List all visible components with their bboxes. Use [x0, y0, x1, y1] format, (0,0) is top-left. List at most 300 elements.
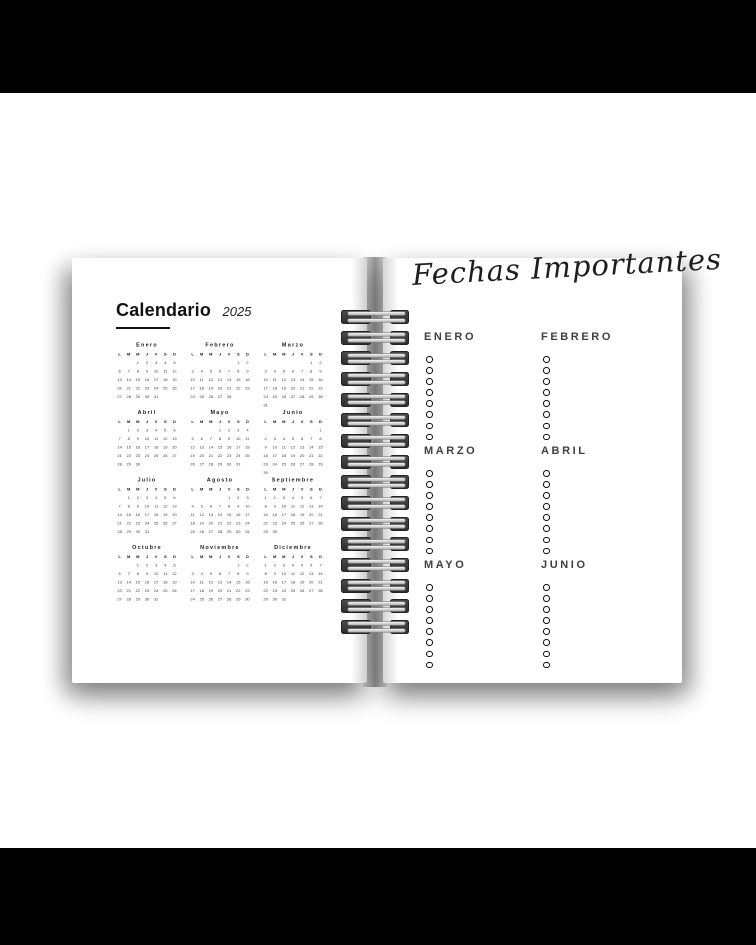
bullet-dot-icon [426, 434, 433, 441]
day-number: 8 [319, 436, 322, 441]
day-number: 26 [299, 588, 305, 593]
day-number [115, 359, 124, 368]
day-number: 26 [281, 394, 287, 399]
day-number: 22 [318, 453, 323, 458]
day-number: 8 [136, 369, 139, 374]
weekday-header: S [163, 554, 167, 559]
day-number [215, 494, 224, 503]
day-number: 24 [281, 588, 287, 593]
day-number: 31 [281, 597, 287, 602]
ring-wire-top [348, 581, 405, 584]
weekday-header: S [309, 419, 313, 424]
day-number: 22 [236, 386, 241, 391]
bullet-dot-icon [543, 525, 550, 532]
day-number [188, 494, 197, 503]
day-number [197, 426, 206, 435]
day-number [270, 359, 279, 368]
weekday-header: D [172, 352, 176, 357]
ring-wire-bottom [348, 587, 405, 590]
ring-wire-bottom [348, 422, 405, 425]
day-number [215, 359, 224, 368]
day-number: 24 [190, 597, 195, 602]
day-number: 3 [246, 495, 249, 500]
day-number: 11 [281, 445, 286, 450]
month-name: Junio [282, 409, 304, 416]
day-number: 16 [272, 512, 277, 517]
mini-calendar-febrero [188, 342, 252, 410]
weekday-header: M [136, 487, 140, 492]
day-number: 15 [126, 445, 131, 450]
day-number: 19 [290, 453, 296, 458]
day-number: 19 [199, 521, 204, 526]
month-day-grid [115, 485, 179, 536]
bullet-dot-icon [543, 651, 550, 658]
day-number: 30 [135, 529, 141, 534]
day-number [161, 595, 170, 604]
ring-wire-top [348, 519, 405, 522]
day-number [288, 469, 297, 478]
day-number: 27 [117, 394, 122, 399]
day-number: 1 [218, 428, 222, 433]
bullet-dot-icon [426, 595, 433, 602]
weekday-header: D [172, 419, 176, 424]
day-number: 5 [173, 563, 176, 568]
day-number: 25 [290, 588, 296, 593]
day-number: 20 [290, 386, 296, 391]
day-number: 8 [127, 436, 130, 441]
day-number: 9 [246, 571, 249, 576]
weekday-header: D [172, 554, 176, 559]
day-number: 31 [245, 529, 250, 534]
mini-calendar-julio [115, 477, 179, 545]
day-number [124, 561, 133, 570]
weekday-header: S [236, 352, 240, 357]
bullet-dot-icon [543, 628, 550, 635]
day-number: 17 [190, 588, 195, 593]
day-number: 6 [218, 369, 222, 374]
mini-calendar-octubre [115, 545, 179, 613]
day-number: 12 [299, 504, 305, 509]
day-number: 12 [208, 377, 214, 382]
day-number: 28 [126, 597, 131, 602]
day-number: 5 [200, 504, 203, 509]
day-number [161, 393, 170, 402]
day-number: 31 [153, 597, 159, 602]
day-number: 8 [127, 504, 130, 509]
day-number: 26 [190, 462, 195, 467]
bullet-dot-icon [543, 470, 550, 477]
bullet-dot-icon [426, 662, 433, 669]
day-number: 7 [319, 563, 322, 568]
weekday-header: M [127, 487, 131, 492]
day-number: 16 [245, 377, 250, 382]
weekday-header: M [282, 554, 286, 559]
day-number: 22 [126, 521, 131, 526]
mini-calendar-septiembre [261, 477, 325, 545]
weekday-header: M [127, 419, 131, 424]
day-number: 2 [145, 563, 149, 568]
important-dates-section-marzo [424, 445, 541, 559]
day-number: 24 [281, 521, 287, 526]
day-number: 1 [127, 495, 130, 500]
day-number: 4 [282, 436, 285, 441]
day-number: 18 [281, 453, 287, 458]
important-dates-section-enero [424, 331, 541, 445]
day-number: 24 [236, 453, 241, 458]
day-number: 22 [126, 453, 131, 458]
day-number: 7 [310, 436, 313, 441]
important-dates-title: Fechas Importantes [411, 241, 723, 292]
day-number: 24 [144, 453, 150, 458]
day-number: 7 [127, 369, 130, 374]
day-number [298, 528, 307, 537]
day-number: 15 [263, 580, 268, 585]
day-number: 2 [246, 360, 249, 365]
day-number: 10 [263, 377, 268, 382]
day-number: 12 [172, 571, 177, 576]
weekday-header: S [236, 487, 240, 492]
day-number: 6 [173, 495, 176, 500]
spiral-ring-icon [341, 455, 409, 469]
day-number [279, 469, 288, 478]
bullet-dot-icon [543, 537, 550, 544]
ring-wire-bottom [348, 525, 405, 528]
day-number: 20 [299, 453, 305, 458]
ring-wire-top [348, 540, 405, 543]
month-day-grid [115, 350, 179, 401]
day-number: 6 [310, 563, 313, 568]
weekday-header: D [318, 554, 322, 559]
day-number [279, 359, 288, 368]
day-number: 6 [291, 369, 295, 374]
day-number [152, 528, 161, 537]
day-number [170, 393, 179, 402]
day-number: 22 [217, 453, 223, 458]
day-number: 16 [135, 512, 141, 517]
section-month-label: JUNIO [541, 559, 588, 571]
day-number: 19 [172, 377, 177, 382]
weekday-header: L [191, 419, 194, 424]
day-number: 23 [263, 462, 268, 467]
month-day-grid [188, 485, 252, 536]
day-number: 8 [264, 504, 267, 509]
day-number: 15 [135, 580, 141, 585]
day-number: 17 [144, 512, 150, 517]
weekday-header: M [136, 352, 140, 357]
day-number: 6 [173, 428, 176, 433]
day-number: 28 [117, 462, 122, 467]
day-number: 17 [153, 580, 159, 585]
ring-wire-top [348, 602, 405, 605]
day-number: 15 [126, 512, 131, 517]
weekday-header: J [291, 419, 295, 424]
day-number: 4 [155, 495, 158, 500]
day-number [161, 460, 170, 469]
ring-wire-bottom [348, 339, 405, 342]
day-number: 25 [245, 453, 250, 458]
day-number: 25 [190, 529, 195, 534]
day-number: 20 [117, 386, 122, 391]
day-number [142, 460, 151, 469]
section-month-label: ABRIL [541, 445, 588, 457]
day-number: 26 [172, 588, 177, 593]
day-number: 24 [144, 521, 150, 526]
day-number: 13 [309, 504, 314, 509]
day-number: 30 [135, 462, 141, 467]
weekday-header: V [154, 487, 158, 492]
section-month-label: MAYO [424, 559, 467, 571]
day-number: 24 [263, 394, 268, 399]
day-number: 4 [164, 563, 167, 568]
day-number: 26 [208, 597, 214, 602]
day-number [279, 528, 288, 537]
day-number: 29 [309, 394, 314, 399]
weekday-header: L [118, 487, 121, 492]
day-number: 29 [263, 529, 268, 534]
day-number [270, 426, 279, 435]
day-number: 27 [172, 453, 177, 458]
day-number: 15 [236, 377, 241, 382]
ring-wire-bottom [348, 505, 405, 508]
month-day-grid [261, 553, 325, 604]
day-number: 1 [264, 563, 267, 568]
day-number: 4 [200, 369, 203, 374]
day-number: 29 [263, 597, 268, 602]
day-number: 10 [281, 571, 287, 576]
weekday-header: D [245, 352, 249, 357]
bottom-letterbox-band [0, 848, 756, 945]
weekday-header: S [236, 419, 240, 424]
day-number [243, 393, 252, 402]
day-number: 14 [126, 377, 131, 382]
day-number: 23 [144, 588, 150, 593]
day-number: 29 [217, 462, 223, 467]
day-number: 23 [135, 453, 141, 458]
day-number: 7 [228, 369, 231, 374]
day-number: 12 [199, 512, 204, 517]
bullet-dot-icon [543, 548, 550, 555]
day-number: 27 [217, 597, 223, 602]
day-number: 3 [191, 369, 194, 374]
mini-calendar-diciembre [261, 545, 325, 613]
day-number: 9 [273, 571, 276, 576]
spiral-ring-icon [341, 310, 409, 324]
bullet-dot-icon [426, 378, 433, 385]
day-number [197, 494, 206, 503]
day-number: 25 [272, 394, 277, 399]
bullet-dot-icon [426, 423, 433, 430]
day-number: 7 [228, 571, 231, 576]
day-number: 16 [144, 580, 150, 585]
day-number: 2 [136, 495, 139, 500]
bullet-dot-icon [543, 378, 550, 385]
day-number: 12 [290, 445, 296, 450]
bullet-dot-list [541, 356, 658, 440]
weekday-header: S [163, 487, 167, 492]
day-number: 4 [164, 360, 167, 365]
bullet-dot-icon [426, 548, 433, 555]
spiral-ring-icon [341, 331, 409, 345]
calendar-page [72, 258, 367, 683]
month-name: Julio [137, 477, 157, 483]
day-number: 23 [318, 386, 323, 391]
weekday-header: M [273, 554, 277, 559]
weekday-header: L [264, 419, 267, 424]
calendar-grid [115, 342, 325, 612]
day-number [261, 359, 270, 368]
weekday-header: D [245, 419, 249, 424]
day-number [152, 460, 161, 469]
day-number [298, 401, 307, 410]
bullet-dot-icon [426, 400, 433, 407]
important-dates-grid [424, 331, 658, 673]
day-number: 23 [236, 521, 241, 526]
day-number: 4 [291, 563, 295, 568]
weekday-header: V [227, 487, 231, 492]
weekday-header: M [282, 419, 286, 424]
day-number: 5 [291, 436, 295, 441]
day-number: 11 [154, 436, 159, 441]
day-number: 12 [190, 445, 195, 450]
weekday-header: M [282, 352, 286, 357]
weekday-header: L [264, 487, 267, 492]
month-day-grid [188, 553, 252, 604]
day-number [188, 426, 197, 435]
day-number [288, 401, 297, 410]
month-name: Noviembre [200, 544, 240, 551]
day-number: 3 [145, 495, 149, 500]
day-number: 26 [172, 386, 177, 391]
day-number: 6 [310, 495, 313, 500]
day-number: 15 [309, 377, 314, 382]
day-number: 28 [318, 521, 323, 526]
day-number: 4 [273, 369, 276, 374]
day-number: 6 [209, 504, 212, 509]
day-number: 1 [228, 495, 231, 500]
day-number [316, 595, 325, 604]
weekday-header: V [300, 419, 304, 424]
day-number: 18 [290, 512, 296, 517]
day-number: 3 [273, 436, 276, 441]
bullet-dot-icon [543, 492, 550, 499]
weekday-header: M [273, 419, 277, 424]
month-day-grid [115, 418, 179, 469]
spiral-ring-icon [341, 372, 409, 386]
day-number: 22 [135, 386, 141, 391]
day-number: 10 [245, 504, 250, 509]
day-number [307, 469, 316, 478]
bullet-dot-icon [426, 470, 433, 477]
day-number: 15 [263, 512, 268, 517]
day-number [170, 528, 179, 537]
day-number: 28 [226, 394, 232, 399]
day-number: 28 [309, 462, 314, 467]
weekday-header: M [273, 487, 277, 492]
day-number [288, 528, 297, 537]
day-number [288, 595, 297, 604]
day-number: 23 [135, 521, 141, 526]
ring-wire-bottom [348, 463, 405, 466]
day-number: 9 [228, 436, 231, 441]
section-month-label: FEBRERO [541, 331, 613, 343]
day-number: 31 [236, 462, 241, 467]
day-number: 25 [153, 453, 159, 458]
day-number [234, 393, 243, 402]
day-number: 23 [226, 453, 232, 458]
day-number: 19 [163, 512, 168, 517]
day-number: 28 [299, 394, 305, 399]
day-number [261, 426, 270, 435]
day-number: 17 [190, 386, 195, 391]
day-number: 21 [208, 453, 214, 458]
spiral-ring-icon [341, 434, 409, 448]
day-number: 14 [309, 445, 314, 450]
day-number: 2 [237, 495, 240, 500]
calendar-title-text: Calendario [116, 300, 212, 320]
day-number: 2 [273, 495, 276, 500]
day-number: 7 [118, 436, 121, 441]
bullet-dot-icon [426, 606, 433, 613]
day-number: 3 [191, 571, 194, 576]
day-number: 24 [272, 462, 277, 467]
day-number: 19 [208, 386, 214, 391]
day-number: 3 [282, 495, 285, 500]
day-number: 12 [281, 377, 287, 382]
day-number: 28 [217, 529, 223, 534]
day-number: 28 [318, 588, 323, 593]
day-number [298, 426, 307, 435]
ring-wire-top [348, 436, 405, 439]
day-number: 23 [144, 386, 150, 391]
day-number: 19 [299, 512, 305, 517]
day-number: 20 [217, 588, 223, 593]
bullet-dot-icon [426, 389, 433, 396]
day-number: 14 [318, 504, 323, 509]
title-underline [116, 327, 170, 329]
day-number: 25 [199, 394, 204, 399]
day-number: 21 [117, 453, 122, 458]
day-number: 6 [218, 571, 222, 576]
day-number: 14 [318, 571, 323, 576]
ring-wire-top [348, 457, 405, 460]
weekday-header: L [191, 554, 194, 559]
day-number: 6 [301, 436, 304, 441]
day-number: 8 [310, 369, 313, 374]
day-number: 9 [264, 445, 267, 450]
bullet-dot-icon [426, 492, 433, 499]
weekday-header: S [163, 419, 167, 424]
weekday-header: V [227, 352, 231, 357]
day-number: 14 [226, 377, 232, 382]
day-number: 27 [117, 597, 122, 602]
day-number: 26 [163, 521, 168, 526]
weekday-header: L [191, 352, 194, 357]
day-number [316, 528, 325, 537]
weekday-header: M [200, 487, 204, 492]
bullet-dot-icon [543, 400, 550, 407]
weekday-header: M [209, 487, 213, 492]
day-number: 25 [163, 588, 168, 593]
day-number [197, 561, 206, 570]
weekday-header: J [145, 352, 149, 357]
weekday-header: M [273, 352, 277, 357]
day-number [115, 426, 124, 435]
day-number: 31 [263, 403, 268, 408]
day-number: 25 [290, 521, 296, 526]
day-number: 19 [299, 580, 305, 585]
day-number: 28 [208, 462, 214, 467]
day-number: 14 [299, 377, 305, 382]
